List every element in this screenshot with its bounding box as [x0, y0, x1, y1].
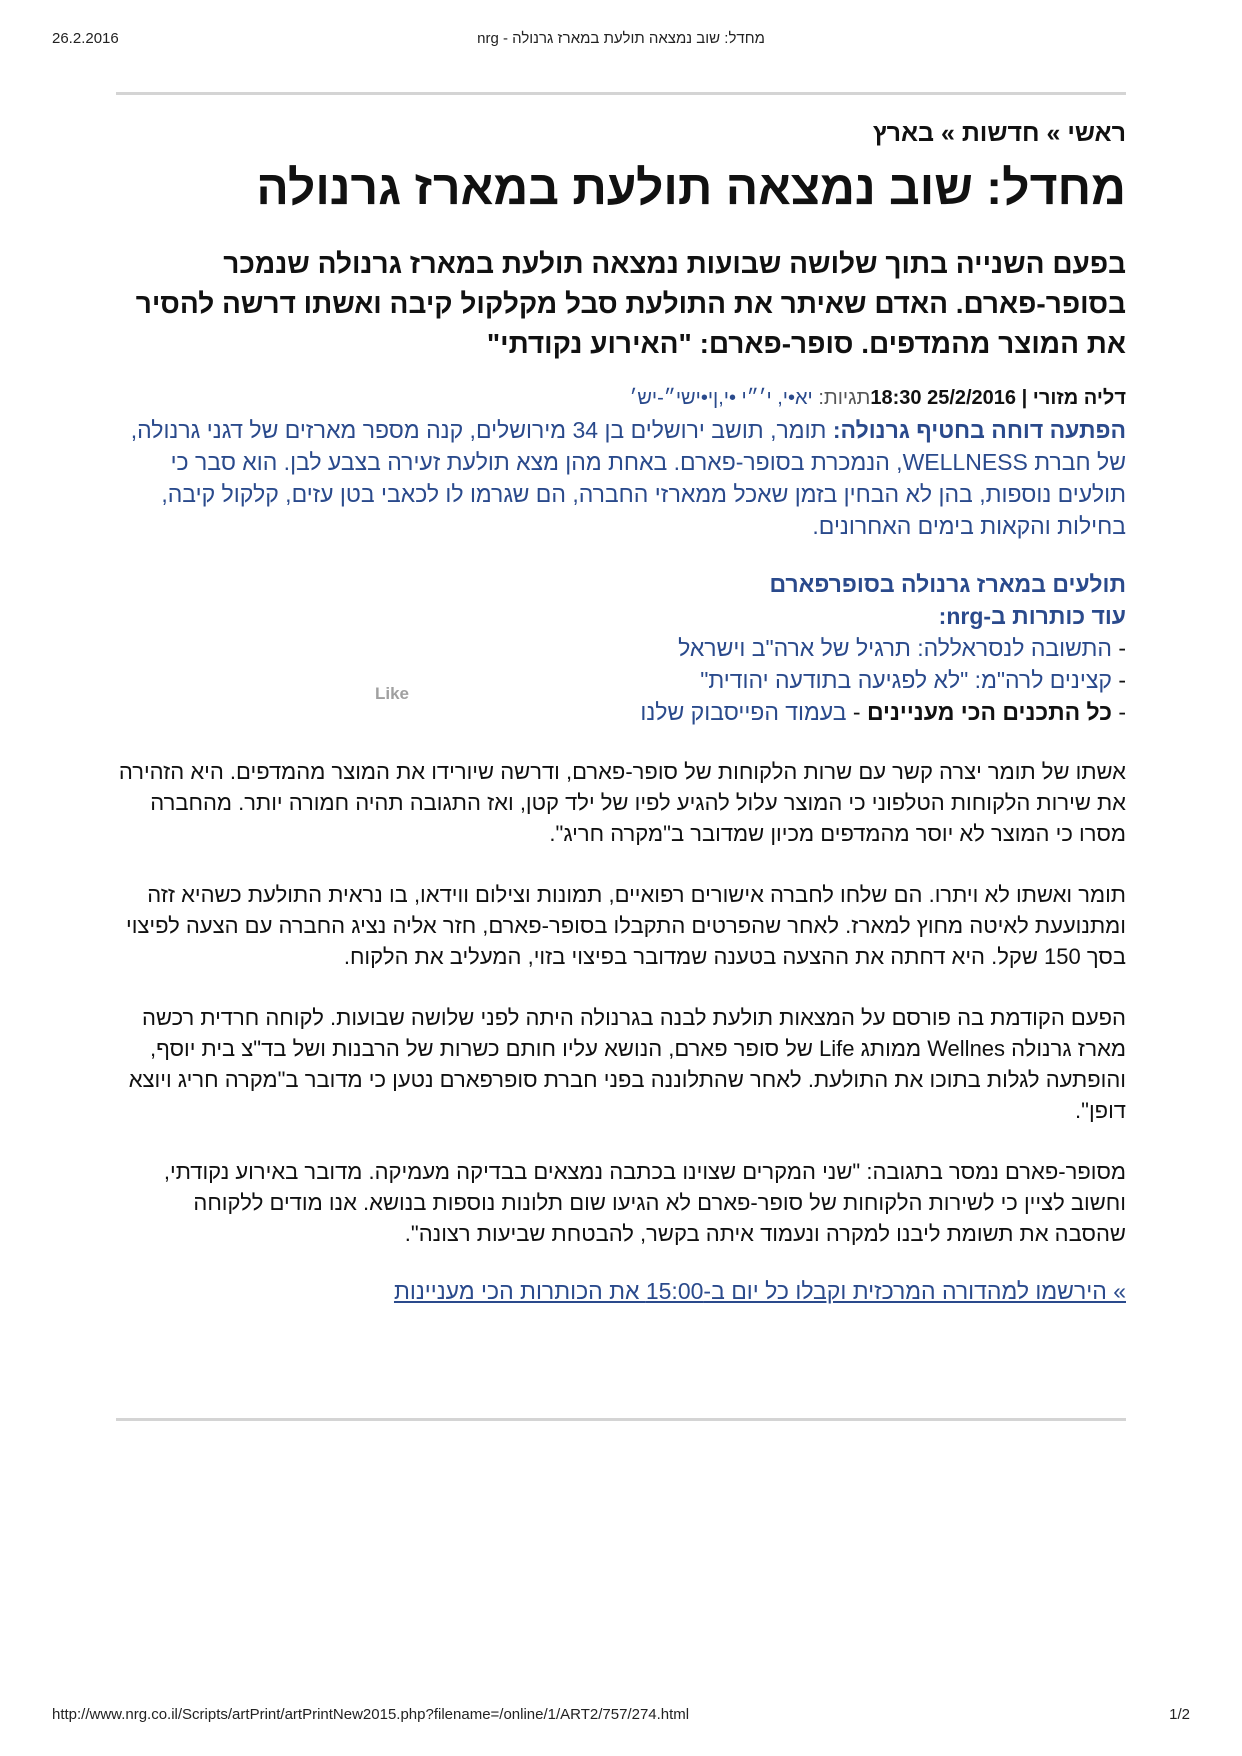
- lead-paragraph[interactable]: [116, 414, 1126, 542]
- subtitle: בפעם השנייה בתוך שלושה שבועות נמצאה תולעת במארז גרנולה שנמכר בסופר-פארם. האדם שאיתר את התולעת סבל מקלקול קיבה ואשתו דרשה להסיר את המוצר מהמדפים. סופר-פארם: "האירוע נקודתי": [135, 248, 1126, 359]
- publish-datetime: 25/2/2016 18:30: [870, 387, 1017, 409]
- related-links: [116, 568, 1126, 728]
- byline-separator: |: [1021, 387, 1028, 409]
- page-number: 1/2: [1169, 1706, 1190, 1723]
- headline: מחדל: שוב נמצאה תולעת במארז גרנולה: [256, 162, 1126, 215]
- breadcrumb: [116, 118, 1126, 148]
- print-page-title: מחדל: שוב נמצאה תולעת במארז גרנולה - nrg: [477, 30, 765, 47]
- body-paragraph: הפעם הקודמת בה פורסם על המצאות תולעת לבנה בגרנולה היתה לפני שלושה שבועות. לקוחה חרדית רכשה מארז גרנולה Wellnes ממותג Life של סופר פארם, הנושא עליו חותם כשרות של הרבנות ושל בד"צ בית יוסף, והופתעה לגלות בתוכו את התולעת. לאחר שהתלוננה בפני חברת סופרפארם נטען כי מדובר ב"מקרה חריג ויוצא דופן".: [128, 1005, 1126, 1123]
- breadcrumb-separator: »: [1046, 119, 1061, 147]
- facebook-promo-bold: כל התכנים הכי מעניינים: [866, 699, 1112, 725]
- related-subheading: עוד כותרות ב-nrg:: [938, 603, 1126, 629]
- list-dash: -: [1118, 667, 1126, 693]
- newsletter-signup: [116, 1275, 1126, 1307]
- article: [116, 118, 1126, 1307]
- breadcrumb-news[interactable]: חדשות: [961, 119, 1040, 147]
- breadcrumb-separator: »: [941, 119, 955, 147]
- tags-value[interactable]: יא•י, י׳״י •י,ןי•ישי״-יש׳: [629, 387, 813, 409]
- print-url: http://www.nrg.co.il/Scripts/artPrint/artPrintNew2015.php?filename=/online/1/ART2/757/274.html: [52, 1706, 690, 1723]
- list-dash: -: [1118, 699, 1126, 725]
- list-dash: -: [852, 699, 861, 725]
- newsletter-signup-link[interactable]: » הירשמו למהדורה המרכזית וקבלו כל יום ב-15:00 את הכותרות הכי מעניינות: [393, 1278, 1126, 1304]
- body-paragraph: תומר ואשתו לא ויתרו. הם שלחו לחברה אישורים רפואיים, תמונות וצילום ווידאו, בו נראית התולעת כשהיא זזה ומתנועעת לאיטה מחוץ למארז. לאחר שהפרטים התקבלו בסופר-פארם, חזר אליה נציג החברה עם הצעה לפיצוי בסך 150 שקל. היא דחתה את ההצעה בטענה שמדובר בפיצוי בזוי, המעליב את הלקוח.: [125, 882, 1126, 969]
- author: דליה מזורי: [1032, 387, 1126, 409]
- related-link[interactable]: קצינים לרה"מ: "לא לפגיעה בתודעה יהודית": [700, 667, 1112, 693]
- print-header: [52, 30, 1190, 52]
- top-divider: [116, 92, 1126, 95]
- related-link[interactable]: התשובה לנסראללה: תרגיל של ארה"ב וישראל: [678, 635, 1112, 661]
- tags-label: תגיות:: [818, 387, 871, 409]
- bottom-divider: [116, 1418, 1126, 1421]
- related-item[interactable]: [116, 632, 1126, 664]
- breadcrumb-home[interactable]: ראשי: [1067, 119, 1126, 147]
- lead-text: תומר, תושב ירושלים בן 34 מירושלים, קנה מספר מארזים של דגני גרנולה, של חברת WELLNESS, הנמכרת בסופר-פארם. באחת מהן מצא תולעת זעירה בצבע לבן. הוא סבר כי תולעים נוספות, בהן לא הבחין בזמן שאכל ממארזי החברה, הם שגרמו לו לכאבי בטן עזים, קלקול קיבה, בחילות והקאות בימים האחרונים.: [130, 417, 1126, 539]
- lead-bold: הפתעה דוחה בחטיף גרנולה:: [832, 417, 1126, 443]
- body-paragraph: אשתו של תומר יצרה קשר עם שרות הלקוחות של סופר-פארם, ודרשה שיורידו את המוצר מהמדפים. היא הזהירה את שירות הלקוחות הטלפוני כי המוצר עלול להגיע לפיו של ילד קטן, ואז התגובה תהיה חמורה יותר. מהחברה מסרו כי המוצר לא יוסר מהמדפים מכיון שמדובר ב"מקרה חריג".: [118, 759, 1126, 846]
- byline: [116, 384, 1126, 412]
- article-body: [116, 756, 1126, 1249]
- facebook-page-link[interactable]: בעמוד הפייסבוק שלנו: [640, 699, 847, 725]
- list-dash: -: [1118, 635, 1126, 661]
- body-paragraph: מסופר-פארם נמסר בתגובה: "שני המקרים שצוינו בכתבה נמצאים בבדיקה מעמיקה. מדובר באירוע נקודתי, וחשוב לציין כי לשירות הלקוחות של סופר-פארם לא הגיעו שום תלונות נוספות בנושא. אנו מודים ללקוחה שהסבה את תשומת ליבנו למקרה ונעמוד איתה בקשר, להבטחת שביעות רצונה".: [163, 1159, 1126, 1246]
- related-heading[interactable]: תולעים במארז גרנולה בסופרפארם: [769, 571, 1126, 597]
- print-date: 26.2.2016: [52, 30, 119, 47]
- breadcrumb-israel[interactable]: בארץ: [872, 119, 935, 147]
- related-item[interactable]: [116, 664, 1126, 696]
- facebook-like-button[interactable]: Like: [375, 684, 410, 703]
- facebook-promo[interactable]: [116, 696, 1126, 728]
